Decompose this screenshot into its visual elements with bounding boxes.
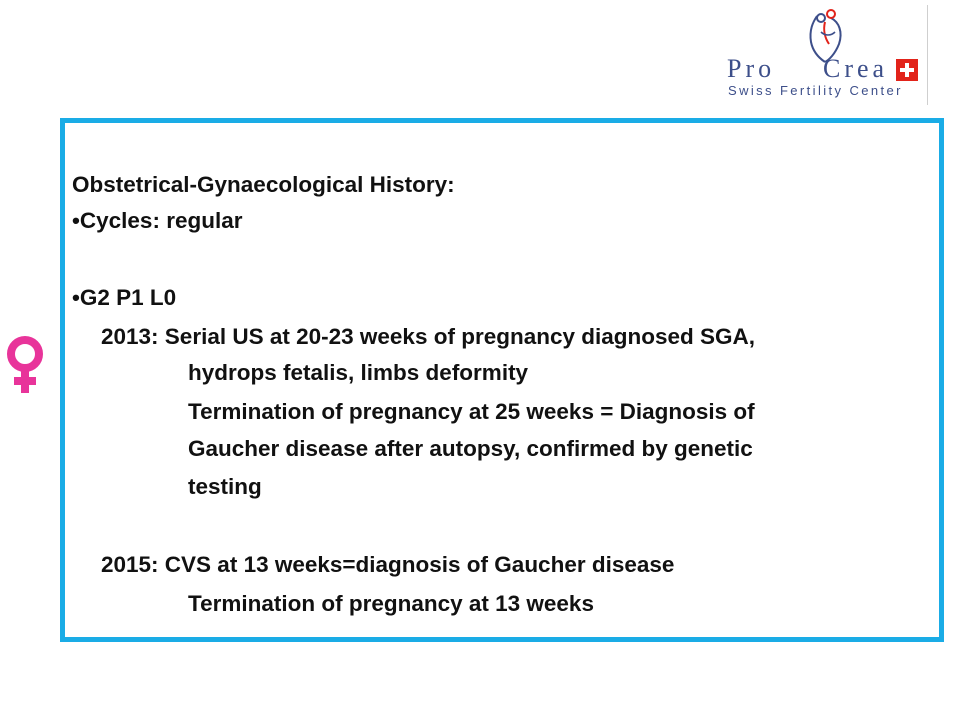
gravida-text: G2 P1 L0 — [79, 285, 177, 310]
event-2013-line1: 2013: Serial US at 20-23 weeks of pregnancy diagnosed SGA, — [101, 324, 756, 349]
logo-name — [725, 54, 925, 84]
swiss-cross-icon — [896, 59, 918, 81]
event-2015-line2: Termination of pregnancy at 13 weeks — [188, 591, 594, 616]
logo-tagline: Swiss Fertility Center — [728, 83, 903, 98]
event-2013-line2: hydrops fetalis, limbs deformity — [188, 360, 529, 385]
event-2015-line1: 2015: CVS at 13 weeks=diagnosis of Gaucher disease — [101, 552, 675, 577]
gravida-item — [72, 283, 176, 313]
event-2013-line4: Gaucher disease after autopsy, confirmed by genetic — [188, 436, 753, 461]
cycles-text: Cycles: regular — [79, 208, 243, 233]
event-2013-line5: testing — [188, 474, 262, 499]
bullet: • — [72, 285, 80, 310]
bullet: • — [72, 208, 80, 233]
event-2013-line3: Termination of pregnancy at 25 weeks = Diagnosis of — [188, 399, 755, 424]
cycles-item — [72, 206, 242, 236]
history-heading: Obstetrical-Gynaecological History: — [72, 172, 455, 197]
logo-name-left: Pro — [727, 54, 776, 83]
logo-divider — [927, 5, 928, 105]
procrea-logo — [725, 8, 925, 103]
logo-name-right: Crea — [823, 54, 889, 83]
female-symbol-icon — [2, 333, 48, 397]
